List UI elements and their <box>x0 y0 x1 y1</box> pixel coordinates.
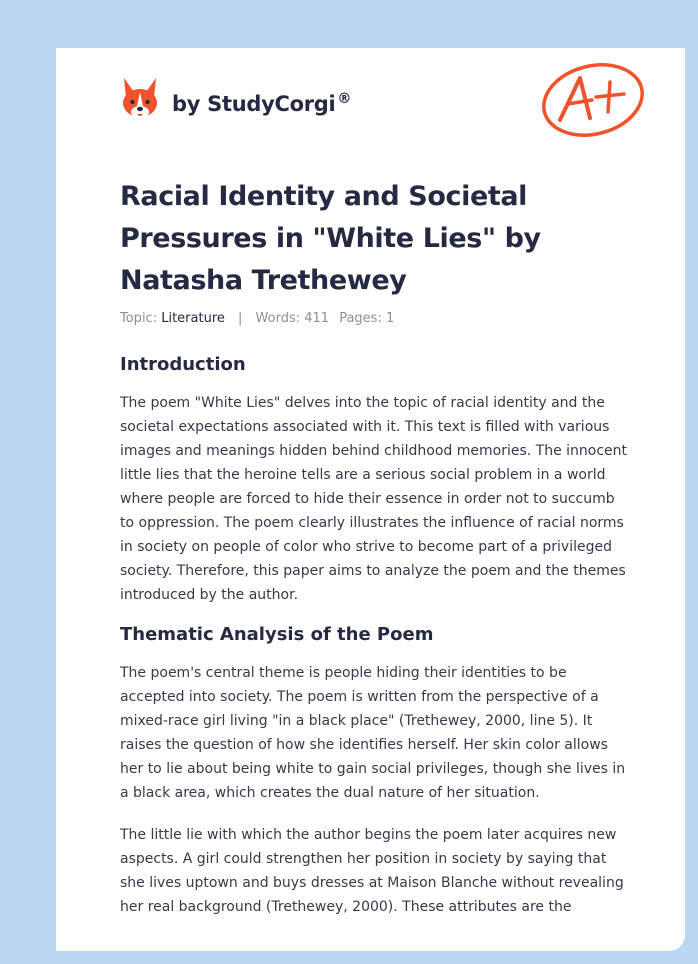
article-title: Racial Identity and Societal Pressures in "White Lies" by Natasha Trethewey <box>120 181 541 296</box>
paragraph: The poem's central theme is people hiding their identities to be accepted into society. The poem is written from the perspective of a mixed-race girl living "in a black place" (Trethewey, 2000, line 5). It raises the question of how she identifies herself. Her skin color allows her to lie about being white to gain social privileges, though she lives in a black area, which creates the dual nature of her situation. <box>120 665 626 801</box>
article-meta <box>120 311 394 326</box>
section-heading-thematic-analysis: Thematic Analysis of the Poem <box>120 624 434 645</box>
studycorgi-logo[interactable] <box>120 76 351 120</box>
brand-name: by StudyCorgi ® <box>172 90 352 116</box>
section-heading-introduction: Introduction <box>120 354 246 375</box>
page-count: Pages: 1 <box>339 311 395 326</box>
a-plus-grade-icon <box>538 60 648 140</box>
meta-separator: | <box>238 311 243 326</box>
paragraph: The poem "White Lies" delves into the topic of racial identity and the societal expectations associated with it. This text is filled with various images and meanings hidden behind childhood memories. The innocent little lies that the heroine tells are a serious social problem in a world where people are forced to hide their essence in order not to succumb to oppression. The poem clearly illustrates the influence of racial norms in society on people of color who strive to become part of a privileged society. Therefore, this paper aims to analyze the poem and the themes introduced by the author. <box>120 395 628 603</box>
topic-label: Topic: <box>120 311 158 326</box>
word-count: Words: 411 <box>255 311 330 326</box>
corgi-icon <box>120 76 160 120</box>
topic-link[interactable]: Literature <box>161 311 225 326</box>
paragraph: The little lie with which the author begins the poem later acquires new aspects. A girl could strengthen her position in society by saying that she lives uptown and buys dresses at Maison Blanche without revealing her real background (Trethewey, 2000). These attributes are the <box>120 827 624 915</box>
document-page <box>56 48 685 951</box>
